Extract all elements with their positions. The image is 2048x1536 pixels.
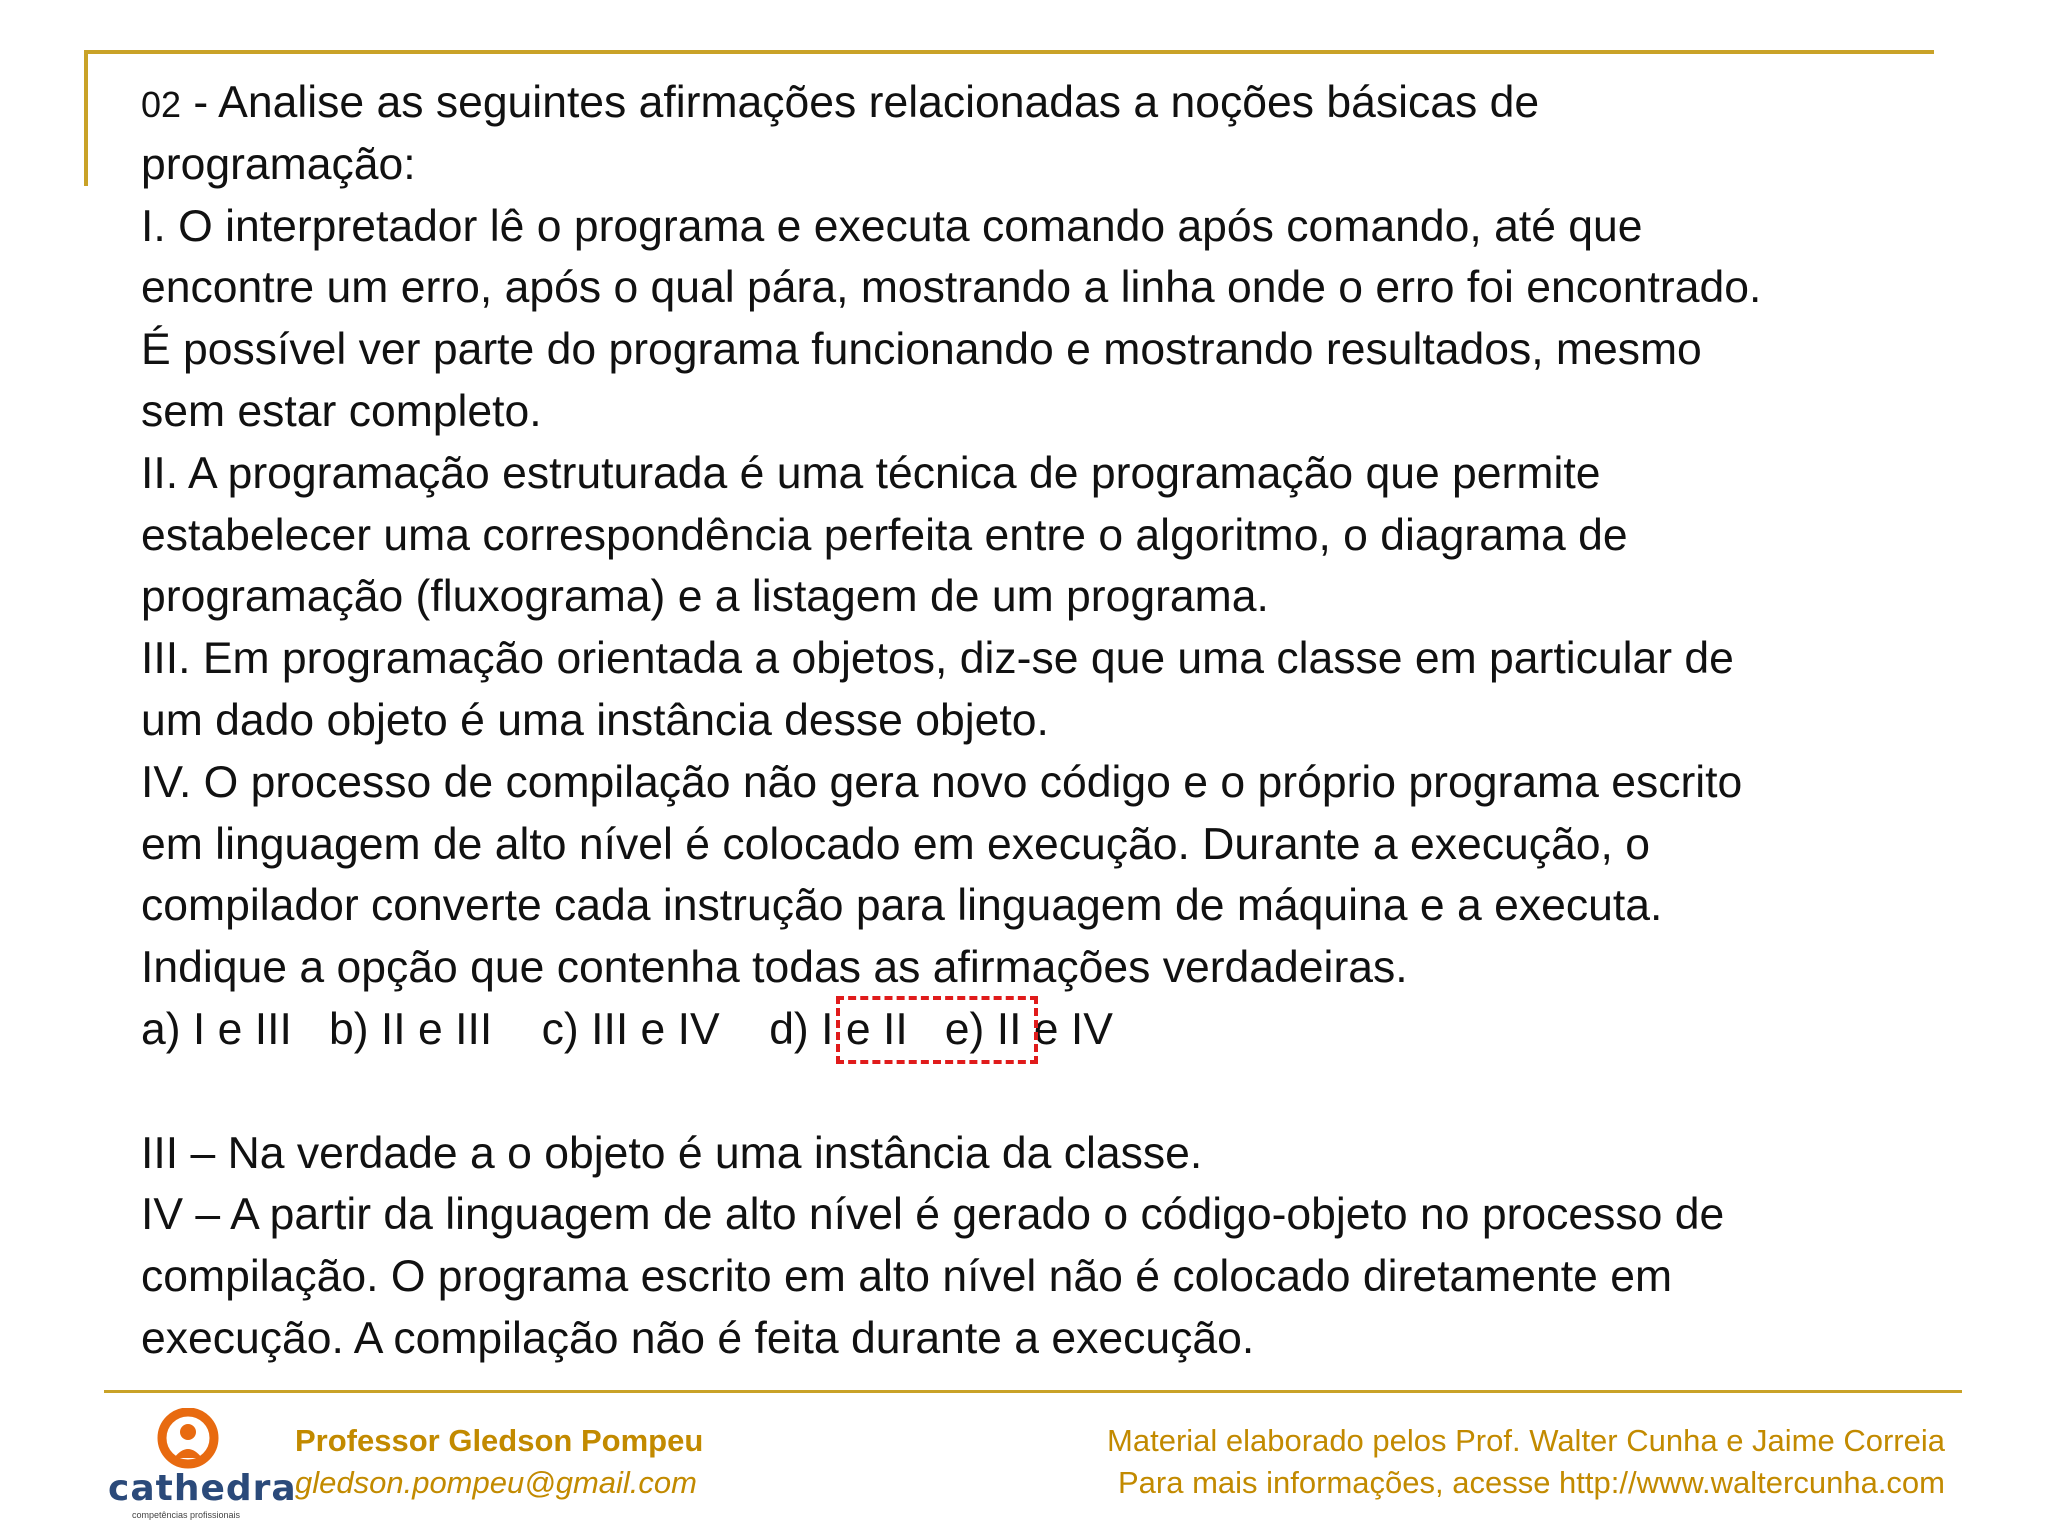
option-e: e) II e IV: [944, 1004, 1113, 1054]
option-b: b) II e III: [328, 1004, 493, 1054]
option-a: a) I e III: [141, 1004, 292, 1054]
question-number: 02: [141, 84, 182, 125]
explanation-line: compilação. O programa escrito em alto nível não é colocado diretamente em: [141, 1252, 1673, 1302]
logo-person-icon: [148, 1408, 228, 1470]
statement-line: encontre um erro, após o qual pára, mostrando a linha onde o erro foi encontrado.: [141, 263, 1762, 313]
correct-answer-highlight: [836, 996, 1038, 1064]
statement-line: compilador converte cada instrução para linguagem de máquina e a executa.: [141, 881, 1663, 931]
footer-professor: [295, 1420, 703, 1504]
statement-line: programação (fluxograma) e a listagem de um programa.: [141, 572, 1269, 622]
answer-options: [141, 999, 2021, 1061]
statement-line: estabelecer uma correspondência perfeita entre o algoritmo, o diagrama de: [141, 510, 1628, 560]
logo-wordmark: cathedra: [108, 1468, 297, 1509]
statement-line: um dado objeto é uma instância desse objeto.: [141, 695, 1049, 745]
credit-link-line[interactable]: Para mais informações, acesse http://www.waltercunha.com: [1117, 1465, 1945, 1500]
footer-divider: [104, 1390, 1962, 1393]
slide-content: [141, 72, 2021, 1370]
credit-line: Material elaborado pelos Prof. Walter Cunha e Jaime Correia: [1107, 1423, 1945, 1458]
logo-tagline: competências profissionais: [132, 1510, 241, 1520]
explanation-line: IV – A partir da linguagem de alto nível é gerado o código-objeto no processo de: [141, 1190, 1725, 1240]
top-border-line: [84, 50, 1934, 54]
statement-line: I. O interpretador lê o programa e executa comando após comando, até que: [141, 201, 1643, 251]
question-title-continued: programação:: [141, 139, 416, 189]
question-title-text: - Analise as seguintes afirmações relacionadas a noções básicas de: [181, 78, 1540, 127]
question-title: [141, 72, 2021, 134]
statement-line: III. Em programação orientada a objetos, diz-se que uma classe em particular de: [141, 634, 1734, 684]
footer-credits: [1107, 1420, 1945, 1504]
instruction-line: Indique a opção que contenha todas as afirmações verdadeiras.: [141, 943, 1408, 993]
explanation-line: execução. A compilação não é feita durante a execução.: [141, 1313, 1255, 1363]
statement-line: II. A programação estruturada é uma técnica de programação que permite: [141, 448, 1601, 498]
explanation-line: III – Na verdade a o objeto é uma instância da classe.: [141, 1128, 1203, 1178]
option-c: c) III e IV: [541, 1004, 720, 1054]
left-border-line: [84, 50, 88, 186]
cathedra-logo: [108, 1408, 297, 1520]
option-d-correct: d) I e II: [769, 1004, 908, 1054]
professor-name: Professor Gledson Pompeu: [295, 1423, 704, 1458]
statement-line: em linguagem de alto nível é colocado em execução. Durante a execução, o: [141, 819, 1650, 869]
statement-line: IV. O processo de compilação não gera novo código e o próprio programa escrito: [141, 757, 1743, 807]
statement-line: sem estar completo.: [141, 386, 542, 436]
professor-email[interactable]: gledson.pompeu@gmail.com: [295, 1465, 697, 1500]
statement-line: É possível ver parte do programa funcionando e mostrando resultados, mesmo: [141, 325, 1702, 375]
